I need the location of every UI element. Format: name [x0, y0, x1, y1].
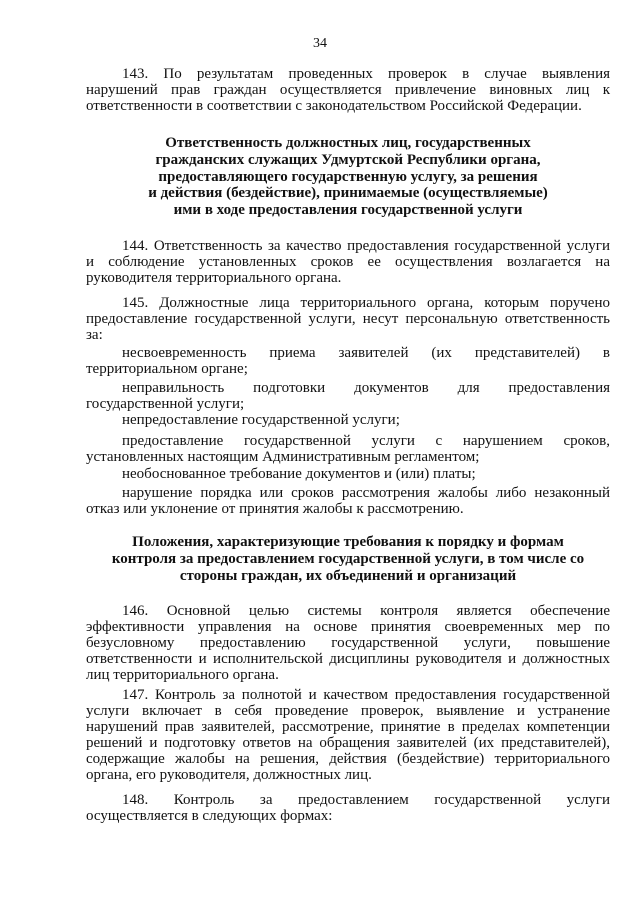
heading-line: Положения, характеризующие требования к порядку и формам	[132, 534, 564, 550]
paragraph-147	[86, 687, 610, 783]
paragraph-line: нарушение порядка или сроков рассмотрения жалобы либо незаконный	[122, 485, 610, 501]
page-number: 34	[313, 36, 327, 51]
paragraph-line: 147. Контроль за полнотой и качеством предоставления государственной	[122, 687, 610, 703]
list-item	[86, 380, 610, 412]
paragraph-line: руководителя территориального органа.	[86, 270, 342, 286]
paragraph-line: безусловному предоставлению государственной услуги, повышение	[86, 635, 610, 651]
paragraph-line: осуществляется в следующих формах:	[86, 808, 333, 824]
paragraph-line: услуги включает в себя проведение проверок, выявление и устранение	[86, 703, 610, 719]
list-item	[86, 412, 610, 428]
paragraph-line: государственной услуги;	[86, 396, 245, 412]
paragraph-line: ответственности и исполнительской дисциплины руководителя и должностных	[86, 651, 610, 667]
paragraph-line: неправильность подготовки документов для предоставления	[122, 380, 610, 396]
heading-line: Ответственность должностных лиц, государственных	[165, 135, 531, 151]
paragraph-line: нарушений прав граждан осуществляется привлечение виновных лиц к	[86, 82, 610, 98]
paragraph-145	[86, 295, 610, 343]
paragraph-line: непредоставление государственной услуги;	[122, 412, 400, 428]
list-item	[86, 485, 610, 517]
heading-line: гражданских служащих Удмуртской Республики органа,	[155, 151, 541, 168]
paragraph-line: содержащие жалобы на решения, действия (бездействие) территориального	[86, 751, 610, 767]
paragraph-143	[86, 66, 610, 114]
paragraph-line: территориальном органе;	[86, 361, 248, 377]
paragraph-line: и соблюдение установленных сроков ее осуществления возлагается на	[86, 254, 610, 270]
paragraph-line: органа, его руководителя, должностных лиц.	[86, 767, 372, 783]
heading-line: ими в ходе предоставления государственной услуги	[173, 202, 523, 219]
paragraph-144	[86, 238, 610, 286]
paragraph-line: 148. Контроль за предоставлением государственной услуги	[122, 792, 610, 808]
section-heading-responsibility	[86, 135, 610, 219]
heading-line: стороны граждан, их объединений и организаций	[179, 567, 517, 584]
paragraph-146	[86, 603, 610, 683]
heading-line: и действия (бездействие), принимаемые (осуществляемые)	[148, 185, 548, 202]
heading-line: предоставляющего государственную услугу, за решения	[158, 168, 538, 185]
paragraph-line: установленных настоящим Административным регламентом;	[86, 449, 480, 465]
paragraph-line: необоснованное требование документов и (или) платы;	[122, 466, 476, 482]
paragraph-line: предоставление государственной услуги с нарушением сроков,	[122, 433, 610, 449]
paragraph-line: 144. Ответственность за качество предоставления государственной услуги	[122, 238, 610, 254]
paragraph-line: решений и подготовку ответов на обращения заявителей (их представителей),	[86, 735, 610, 751]
section-heading-control	[86, 534, 610, 584]
paragraph-line: ответственности в соответствии с законодательством Российской Федерации.	[86, 98, 582, 114]
paragraph-line: несвоевременность приема заявителей (их представителей) в	[122, 345, 610, 361]
paragraph-line: лиц территориального органа.	[86, 667, 279, 683]
paragraph-line: предоставление государственной услуги, несут персональную ответственность	[86, 311, 610, 327]
paragraph-line: отказ или уклонение от принятия жалобы к рассмотрению.	[86, 501, 464, 517]
paragraph-line: 143. По результатам проведенных проверок в случае выявления	[122, 66, 610, 82]
paragraph-line: нарушений прав заявителей, рассмотрение, принятие в пределах компетенции	[86, 719, 610, 735]
list-item	[86, 433, 610, 465]
paragraph-line: за:	[86, 327, 103, 343]
paragraph-line: 145. Должностные лица территориального органа, которым поручено	[122, 295, 610, 311]
paragraph-148	[86, 792, 610, 824]
paragraph-line: 146. Основной целью системы контроля является обеспечение	[122, 603, 610, 619]
paragraph-line: эффективности управления на основе принятия своевременных мер по	[86, 619, 610, 635]
heading-line: контроля за предоставлением государственной услуги, в том числе со	[111, 550, 585, 567]
list-item	[86, 345, 610, 377]
list-item	[86, 466, 610, 482]
